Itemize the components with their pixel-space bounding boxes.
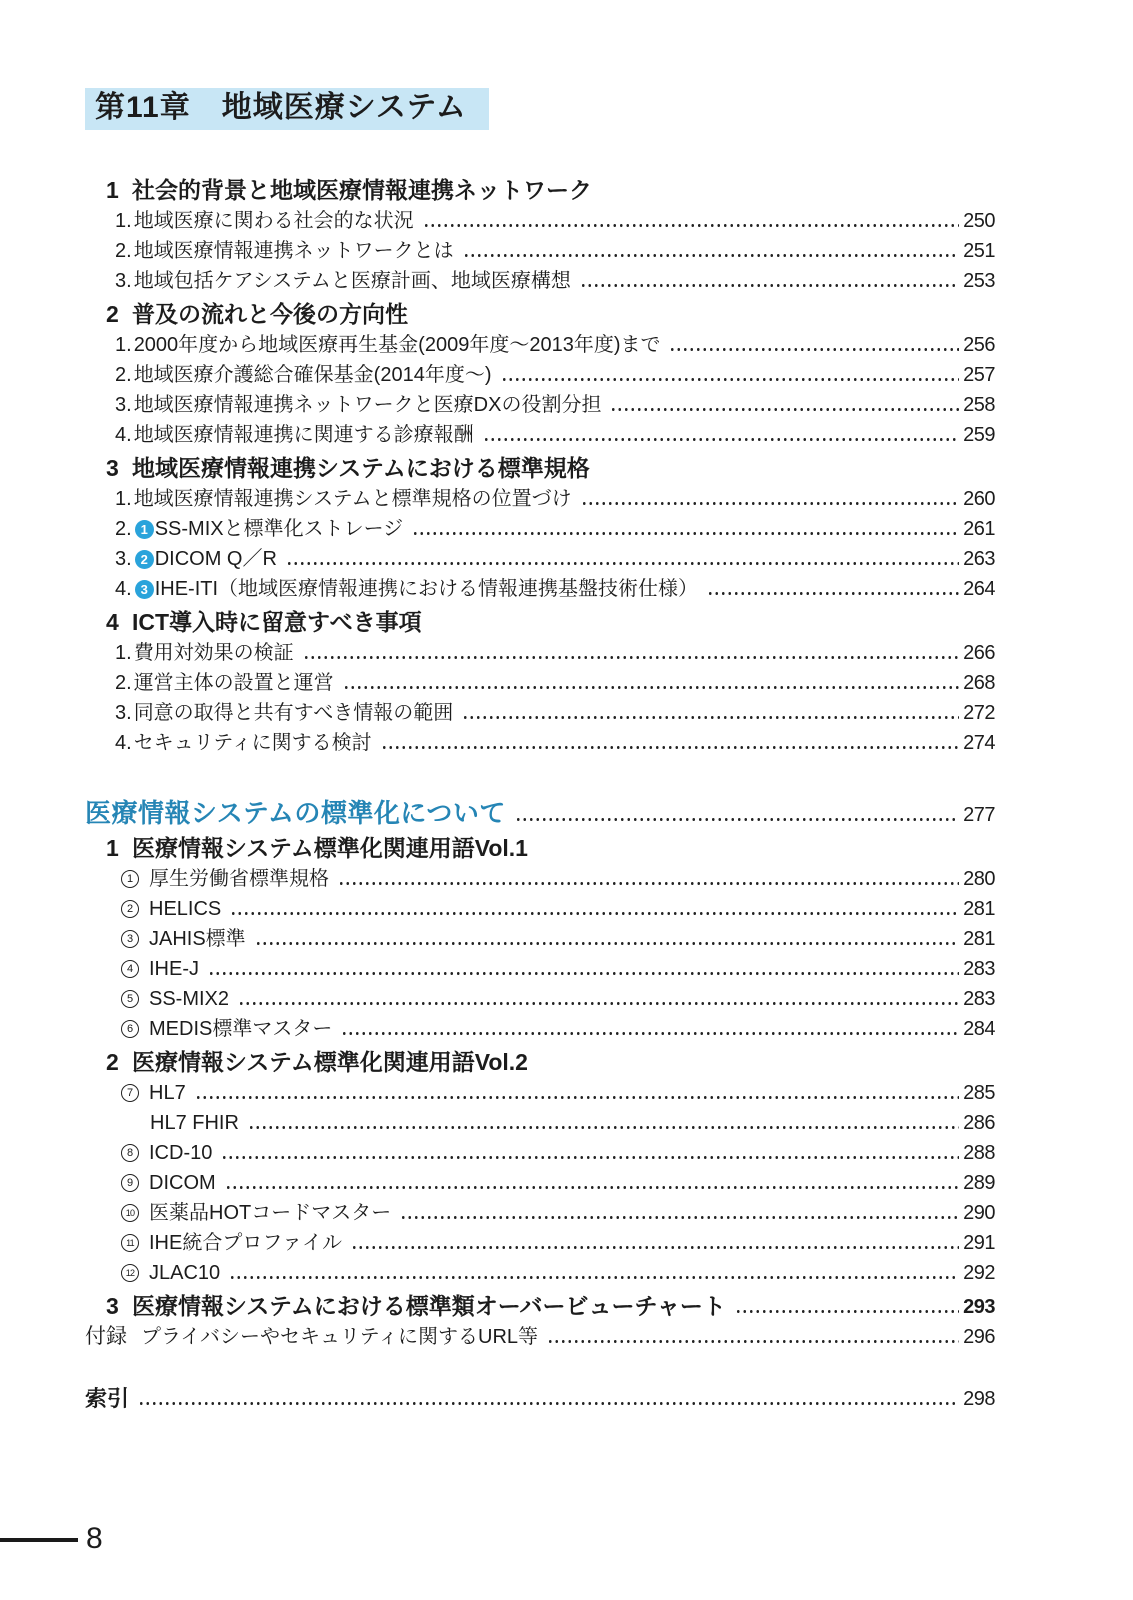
item-text: 地域医療情報連携システムと標準規格の位置づけ	[133, 488, 572, 510]
page-number: 264	[963, 578, 995, 600]
item-text: 同意の取得と共有すべき情報の範囲	[133, 702, 454, 724]
toc-item-row	[85, 726, 995, 756]
part2-title: 医療情報システムの標準化について	[85, 798, 506, 828]
circled-number: 12	[121, 1264, 139, 1282]
item-number-prefix: 4.	[115, 578, 132, 600]
dot-leader	[286, 562, 959, 565]
item-text: SS-MIXと標準化ストレージ	[154, 518, 404, 540]
circled-number: 5	[121, 990, 139, 1008]
circled-number: 10	[121, 1204, 139, 1222]
item-label-group	[121, 896, 221, 922]
item-text: 地域医療情報連携ネットワークとは	[133, 240, 454, 262]
item-text: 地域医療に関わる社会的な状況	[133, 210, 414, 232]
item-text: 地域医療情報連携ネットワークと医療DXの役割分担	[133, 394, 602, 416]
section-heading	[85, 298, 995, 328]
item-label-group	[121, 926, 246, 952]
section-title: ICT導入時に留意すべき事項	[132, 609, 422, 635]
page-number: 281	[963, 898, 995, 920]
page-number: 286	[963, 1112, 995, 1134]
item-number-prefix: 2.	[115, 240, 132, 262]
item-label-group	[121, 956, 199, 982]
section-title: 地域医療情報連携システムにおける標準規格	[132, 455, 590, 481]
item-text: 地域医療介護総合確保基金(2014年度～)	[133, 364, 492, 386]
section-number: 2	[106, 301, 119, 327]
item-number-prefix: 4.	[115, 424, 132, 446]
circled-number: 2	[121, 900, 139, 918]
dot-leader	[138, 1402, 959, 1405]
item-number-prefix: 2.	[115, 518, 132, 540]
section-title: 医療情報システム標準化関連用語Vol.2	[132, 1049, 528, 1075]
dot-leader	[238, 1002, 959, 1005]
item-number-prefix: 2.	[115, 364, 132, 386]
section-title: 社会的背景と地域医療情報連携ネットワーク	[132, 177, 592, 203]
page-number: 298	[963, 1388, 995, 1410]
item-text: HL7 FHIR	[150, 1112, 239, 1134]
dot-leader	[669, 348, 959, 351]
item-number-prefix: 1.	[115, 210, 132, 232]
section-number: 3	[106, 1293, 119, 1319]
blue-number-badge: 2	[135, 550, 154, 569]
item-label-group	[115, 362, 492, 388]
item-text: セキュリティに関する検討	[133, 732, 372, 754]
page-number: 293	[963, 1296, 995, 1318]
circled-number: 9	[121, 1174, 139, 1192]
toc-item-row	[85, 572, 995, 602]
section-title: 医療情報システム標準化関連用語Vol.1	[132, 835, 528, 861]
toc-item-row	[85, 666, 995, 696]
item-text: 費用対効果の検証	[133, 642, 294, 664]
appendix-row	[85, 1320, 995, 1350]
dot-leader	[351, 1246, 959, 1249]
page-number: 263	[963, 548, 995, 570]
page-number: 266	[963, 642, 995, 664]
item-label-group	[115, 486, 572, 512]
dot-leader	[381, 746, 959, 749]
item-label-group	[121, 1170, 216, 1196]
toc-item-row	[85, 952, 995, 982]
toc-item-row	[85, 418, 995, 448]
dot-leader	[581, 502, 959, 505]
item-number-prefix: 4.	[115, 732, 132, 754]
item-label-group	[121, 1016, 332, 1042]
item-text: JLAC10	[149, 1262, 221, 1284]
item-number-prefix: 1.	[115, 642, 132, 664]
toc-item-row	[85, 892, 995, 922]
dot-leader	[463, 254, 959, 257]
toc-item-row	[85, 982, 995, 1012]
item-label-group	[115, 670, 334, 696]
item-text: ICD-10	[149, 1142, 213, 1164]
toc-item-row	[85, 542, 995, 572]
item-label-group	[115, 576, 698, 602]
item-label-group	[115, 422, 474, 448]
part2-title-row	[85, 794, 995, 828]
page-number: 250	[963, 210, 995, 232]
item-text: DICOM	[149, 1172, 216, 1194]
section-number: 2	[106, 1049, 119, 1075]
dot-leader	[303, 656, 959, 659]
page-number: 261	[963, 518, 995, 540]
circled-number: 6	[121, 1020, 139, 1038]
toc-item-row	[85, 1226, 995, 1256]
item-text: JAHIS標準	[149, 928, 246, 950]
toc-item-row	[85, 264, 995, 294]
blue-number-badge: 1	[135, 520, 154, 539]
dot-leader	[515, 818, 959, 821]
toc-item-row	[85, 234, 995, 264]
toc-item-row	[85, 482, 995, 512]
section-number: 4	[106, 609, 119, 635]
item-text: 運営主体の設置と運営	[133, 672, 334, 694]
dot-leader	[221, 1156, 959, 1159]
item-label-group	[121, 1230, 342, 1256]
section-heading	[85, 1046, 995, 1076]
dot-leader	[229, 1276, 959, 1279]
item-label-group	[115, 332, 660, 358]
page-number: 291	[963, 1232, 995, 1254]
item-text: DICOM Q／R	[154, 548, 277, 570]
circled-number: 8	[121, 1144, 139, 1162]
circled-number: 3	[121, 930, 139, 948]
toc-item-row	[85, 358, 995, 388]
page-number: 283	[963, 958, 995, 980]
page-number: 258	[963, 394, 995, 416]
item-label-group	[115, 208, 414, 234]
toc-item-row	[85, 922, 995, 952]
dot-leader	[462, 716, 959, 719]
toc-item-row	[85, 862, 995, 892]
footer-page-number: 8	[86, 1522, 103, 1555]
section-title: 普及の流れと今後の方向性	[132, 301, 408, 327]
page-number: 257	[963, 364, 995, 386]
item-number-prefix: 3.	[115, 270, 132, 292]
toc-item-row	[85, 512, 995, 542]
section-heading	[85, 174, 995, 204]
dot-leader	[610, 408, 959, 411]
page-number: 280	[963, 868, 995, 890]
item-text: 地域医療情報連携に関連する診療報酬	[133, 424, 474, 446]
section-title: 医療情報システムにおける標準類オーバービューチャート	[132, 1293, 726, 1319]
item-label-group	[115, 546, 277, 572]
dot-leader	[230, 912, 959, 915]
page-number: 277	[963, 804, 995, 826]
appendix-text: プライバシーやセキュリティに関するURL等	[141, 1326, 539, 1348]
page-number: 292	[963, 1262, 995, 1284]
dot-leader	[580, 284, 959, 287]
item-text: 厚生労働省標準規格	[149, 868, 329, 890]
toc-item-row	[85, 1136, 995, 1166]
index-row	[85, 1382, 995, 1412]
item-number-prefix: 1.	[115, 334, 132, 356]
dot-leader	[501, 378, 960, 381]
dot-leader	[735, 1310, 959, 1313]
item-label-group	[115, 700, 453, 726]
item-label-group	[115, 268, 571, 294]
item-text: HELICS	[149, 898, 222, 920]
toc-item-row	[85, 1166, 995, 1196]
section-number: 1	[106, 835, 119, 861]
page-number: 290	[963, 1202, 995, 1224]
toc-item-row	[85, 204, 995, 234]
dot-leader	[208, 972, 959, 975]
toc-item-row	[85, 1256, 995, 1286]
dot-leader	[343, 686, 959, 689]
item-text: HL7	[149, 1082, 186, 1104]
item-label-group	[121, 1080, 186, 1106]
item-label-group	[115, 392, 601, 418]
item-label-group	[121, 1110, 239, 1136]
item-number-prefix: 3.	[115, 394, 132, 416]
circled-number: 11	[121, 1234, 139, 1252]
item-text: 医薬品HOTコードマスター	[149, 1202, 392, 1224]
toc-item-row	[85, 1106, 995, 1136]
part2-sections	[85, 832, 995, 1320]
item-text: MEDIS標準マスター	[149, 1018, 333, 1040]
page-number: 284	[963, 1018, 995, 1040]
blue-number-badge: 3	[135, 580, 154, 599]
item-text: IHE-ITI（地域医療情報連携における情報連携基盤技術仕様）	[154, 578, 699, 600]
page-number: 268	[963, 672, 995, 694]
item-label-group	[121, 1260, 220, 1286]
part1-sections	[85, 174, 995, 756]
dot-leader	[255, 942, 959, 945]
item-number-prefix: 3.	[115, 548, 132, 570]
page-number: 256	[963, 334, 995, 356]
dot-leader	[341, 1032, 959, 1035]
page-number: 272	[963, 702, 995, 724]
page-number: 253	[963, 270, 995, 292]
item-text: IHE統合プロファイル	[149, 1232, 342, 1254]
page-number: 274	[963, 732, 995, 754]
item-text: 2000年度から地域医療再生基金(2009年度～2013年度)まで	[133, 334, 661, 356]
footer-rule	[0, 1538, 78, 1542]
page-number: 260	[963, 488, 995, 510]
item-label-group	[121, 986, 229, 1012]
item-label-group	[115, 730, 372, 756]
item-text: 地域包括ケアシステムと医療計画、地域医療構想	[133, 270, 571, 292]
toc-item-row	[85, 1196, 995, 1226]
item-label-group	[115, 640, 294, 666]
toc-item-row	[85, 1076, 995, 1106]
toc-item-row	[85, 636, 995, 666]
section-heading	[85, 606, 995, 636]
item-text: IHE-J	[149, 958, 199, 980]
page-number: 251	[963, 240, 995, 262]
item-label-group	[121, 866, 329, 892]
item-number-prefix: 3.	[115, 702, 132, 724]
item-label-group	[115, 238, 454, 264]
section-number: 3	[106, 455, 119, 481]
page-number: 288	[963, 1142, 995, 1164]
chapter-title: 第11章 地域医療システム	[85, 88, 489, 130]
toc-item-row	[85, 1012, 995, 1042]
dot-leader	[707, 592, 959, 595]
circled-number: 4	[121, 960, 139, 978]
page-number: 289	[963, 1172, 995, 1194]
dot-leader	[423, 224, 959, 227]
dot-leader	[483, 438, 959, 441]
appendix-label: 付録	[85, 1325, 127, 1348]
toc-page-content	[85, 88, 995, 1412]
toc-item-row	[85, 388, 995, 418]
page-number: 281	[963, 928, 995, 950]
dot-leader	[400, 1216, 959, 1219]
item-number-prefix: 1.	[115, 488, 132, 510]
index-label: 索引	[85, 1386, 130, 1411]
section-number: 1	[106, 177, 119, 203]
circled-number: 1	[121, 870, 139, 888]
section-heading	[85, 832, 995, 862]
page-number: 296	[963, 1326, 995, 1348]
appendix-label-group	[85, 1324, 538, 1350]
circled-number: 7	[121, 1084, 139, 1102]
page-number: 283	[963, 988, 995, 1010]
toc-item-row	[85, 696, 995, 726]
item-text: SS-MIX2	[149, 988, 230, 1010]
dot-leader	[412, 532, 959, 535]
page-number: 285	[963, 1082, 995, 1104]
page-number: 259	[963, 424, 995, 446]
item-number-prefix: 2.	[115, 672, 132, 694]
dot-leader	[547, 1340, 959, 1343]
dot-leader	[338, 882, 959, 885]
dot-leader	[195, 1096, 959, 1099]
item-label-group	[115, 516, 403, 542]
item-label-group	[121, 1140, 212, 1166]
toc-item-row	[85, 328, 995, 358]
dot-leader	[225, 1186, 959, 1189]
section-heading	[85, 452, 995, 482]
dot-leader	[248, 1126, 959, 1129]
section-heading	[85, 1290, 995, 1320]
item-label-group	[121, 1200, 391, 1226]
